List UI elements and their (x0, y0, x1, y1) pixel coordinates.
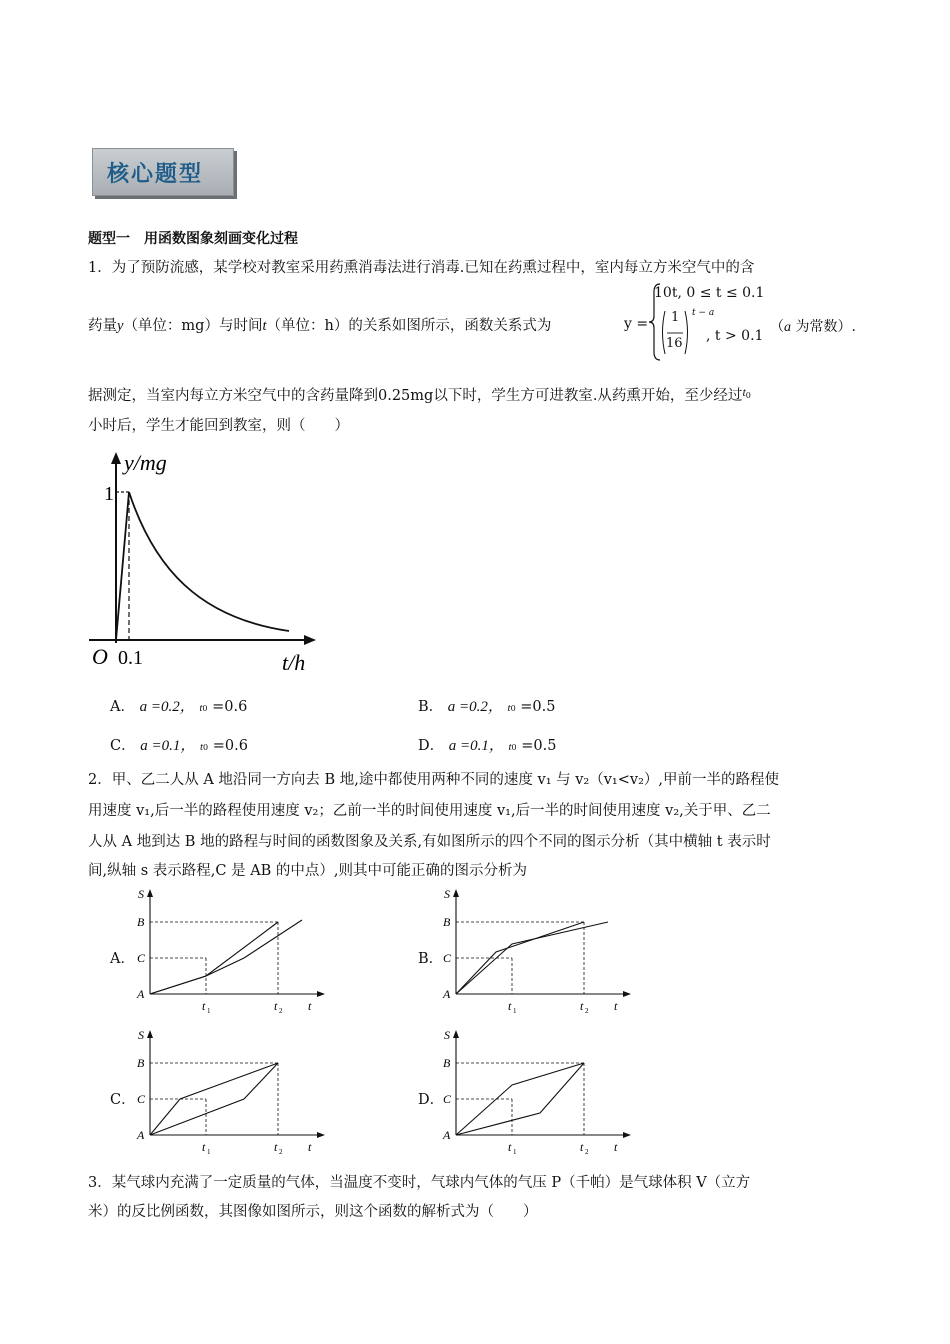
q2-option-d[interactable]: D． (418, 1092, 445, 1108)
t2-sub: 2 (279, 1148, 283, 1156)
x-axis-arrow (304, 635, 316, 645)
t-label: t (614, 1140, 618, 1154)
q1-line2 (88, 316, 551, 336)
q1-line1 (88, 258, 754, 278)
q2-option-b[interactable]: B． (418, 951, 444, 967)
t-label: t (308, 1140, 312, 1154)
t-axis-arrow (317, 991, 325, 997)
formula-case1: 10t, 0 ≤ t ≤ 0.1 (654, 285, 765, 301)
q2-option-c[interactable]: C． (110, 1092, 136, 1108)
var-t: t (262, 318, 267, 334)
t-axis-arrow (317, 1132, 325, 1138)
y-label: y/mg (124, 450, 167, 475)
c-label: C (137, 951, 146, 965)
t-axis-arrow (623, 1132, 631, 1138)
piecewise-formula (620, 282, 870, 362)
q2-graph-d (440, 1027, 640, 1157)
x-label: t/h (282, 650, 306, 675)
t1-label: t (508, 999, 512, 1013)
t1-sub: 1 (513, 1007, 517, 1015)
b-label: B (137, 1056, 145, 1070)
t-axis-arrow (623, 991, 631, 997)
q1-text2b: （单位：mg）与时间 (123, 318, 263, 334)
t1-label: t (508, 1140, 512, 1154)
b-label: B (443, 1056, 451, 1070)
frac-num: 1 (671, 310, 680, 325)
q1-text3: 据测定，当室内每立方米空气中的含药量降到0.25mg以下时，学生方可进教室.从药熏开始，至少经过 (88, 388, 743, 404)
a-label: A (443, 1128, 451, 1142)
exponent: t − a (692, 308, 715, 318)
t1-sub: 1 (207, 1007, 211, 1015)
q1-option-a[interactable]: A． a =0.2， t0 =0.6 (110, 699, 248, 715)
q1-option-b[interactable]: B． a =0.2， t0 =0.5 (418, 699, 556, 715)
s-label: S (138, 1028, 144, 1042)
tick-y-1: 1 (104, 483, 114, 505)
rise-segment (116, 492, 129, 640)
c-label: C (443, 1092, 452, 1106)
s-label: S (444, 1028, 450, 1042)
s-axis-arrow (147, 1030, 153, 1038)
q1-text2c: （单位：h）的关系如图所示，函数关系式为 (266, 318, 552, 334)
t2-sub: 2 (279, 1007, 283, 1015)
path-jia (150, 1063, 278, 1135)
formula-note: （a 为常数）. (770, 319, 856, 335)
section-title: 题型一 用函数图象刻画变化过程 (88, 231, 298, 247)
s-axis-arrow (453, 889, 459, 897)
t1-label: t (202, 999, 206, 1013)
t-label: t (308, 999, 312, 1013)
decay-curve (129, 492, 289, 631)
q2-graph-b (440, 886, 640, 1016)
s-axis-arrow (147, 889, 153, 897)
q2-line2: 用速度 v₁,后一半的路程使用速度 v₂；乙前一半的时间使用速度 v₁,后一半的时间使用速度 v₂,关于甲、乙二 (88, 803, 771, 819)
t2-label: t (580, 999, 584, 1013)
q1-line4: 小时后，学生才能回到教室，则（ ） (88, 418, 349, 434)
y-axis-arrow (111, 452, 121, 464)
q2-option-a[interactable]: A． (110, 951, 135, 967)
t2-sub: 2 (585, 1007, 589, 1015)
q2-line1: 2．甲、乙二人从 A 地沿同一方向去 B 地,途中都使用两种不同的速度 v₁ 与 v₂（v₁<v₂）,甲前一半的路程使 (88, 772, 779, 788)
origin-label: O (92, 644, 108, 669)
t1-sub: 1 (513, 1148, 517, 1156)
path-yi (456, 922, 584, 994)
t2-label: t (274, 999, 278, 1013)
path-yi (456, 1063, 584, 1135)
c-label: C (443, 951, 452, 965)
t0-var: t (742, 385, 746, 399)
t1-sub: 1 (207, 1148, 211, 1156)
q2-line4: 间,纵轴 s 表示路程,C 是 AB 的中点）,则其中可能正确的图示分析为 (88, 863, 528, 879)
q2-graph-a (134, 886, 334, 1016)
q1-number: 1． (88, 260, 112, 276)
t2-label: t (274, 1140, 278, 1154)
a-label: A (137, 987, 145, 1001)
a-label: A (137, 1128, 145, 1142)
q1-text2a: 药量 (88, 318, 117, 334)
t1-label: t (202, 1140, 206, 1154)
a-label: A (443, 987, 451, 1001)
s-label: S (138, 887, 144, 901)
path-yi (150, 1063, 278, 1135)
q1-line3 (88, 382, 751, 406)
tick-x-01: 0.1 (118, 647, 143, 669)
formula-lhs: y = (624, 316, 649, 332)
q2-line3: 人从 A 地到达 B 地的路程与时间的函数图象及关系,有如图所示的四个不同的图示分析（其中横轴 t 表示时 (88, 834, 771, 850)
path-yi (150, 920, 302, 994)
t2-sub: 2 (585, 1148, 589, 1156)
badge-text: 核心题型 (107, 162, 204, 187)
s-label: S (444, 887, 450, 901)
q3-line1: 3．某气球内充满了一定质量的气体，当温度不变时，气球内气体的气压 P（千帕）是气球体积 V（立方 (88, 1175, 751, 1191)
b-label: B (443, 915, 451, 929)
q1-graph (84, 448, 324, 678)
q1-option-c[interactable]: C． a =0.1， t0 =0.6 (110, 738, 248, 754)
var-y: y (117, 318, 124, 334)
q1-text1: 为了预防流感，某学校对教室采用药熏消毒法进行消毒.已知在药熏过程中，室内每立方米空气中的含 (111, 260, 755, 276)
t-label: t (614, 999, 618, 1013)
q1-option-d[interactable]: D． a =0.1， t0 =0.5 (418, 738, 557, 754)
b-label: B (137, 915, 145, 929)
q3-line2: 米）的反比例函数，其图像如图所示，则这个函数的解析式为（ ） (88, 1204, 538, 1220)
s-axis-arrow (453, 1030, 459, 1038)
formula-case2: , t > 0.1 (706, 328, 764, 344)
path-jia (150, 922, 278, 994)
path-jia (456, 1063, 584, 1135)
core-question-badge (92, 148, 234, 196)
t2-label: t (580, 1140, 584, 1154)
q2-graph-c (134, 1027, 334, 1157)
frac-den: 16 (666, 336, 683, 351)
t0-sub: 0 (745, 391, 751, 400)
c-label: C (137, 1092, 146, 1106)
